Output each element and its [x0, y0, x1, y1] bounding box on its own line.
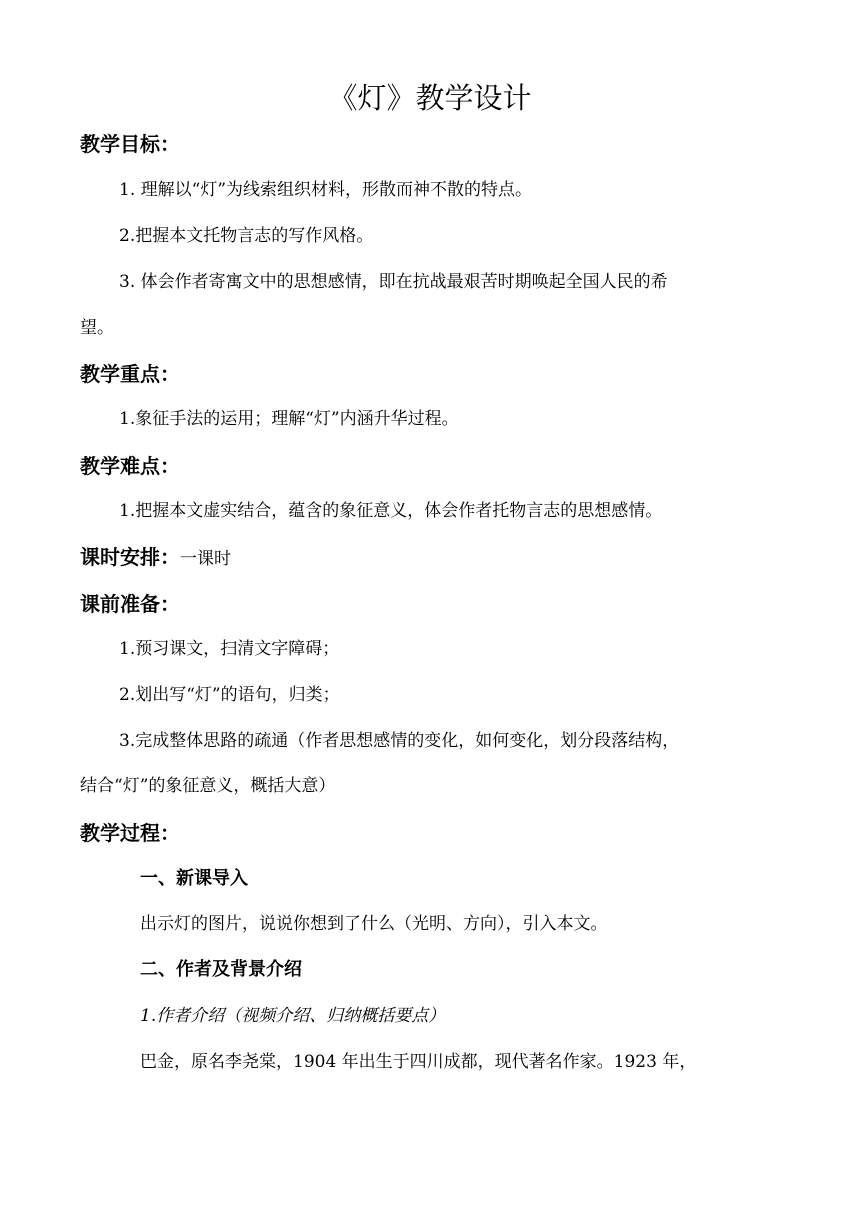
process-heading: 教学过程：	[80, 821, 180, 845]
section-2-title: 二、作者及背景介绍	[140, 959, 302, 980]
preparation-item-2: 2.划出写“灯”的语句，归类；	[119, 685, 340, 705]
section-2-text: 巴金，原名李尧棠，1904 年出生于四川成都，现代著名作家。1923 年，	[140, 1052, 697, 1072]
schedule-label: 课时安排：	[80, 545, 180, 569]
document-title: 《灯》教学设计	[328, 81, 532, 115]
key-point-item-1: 1.象征手法的运用；理解“灯”内涵升华过程。	[119, 409, 459, 429]
objective-item-1: 1. 理解以“灯”为线索组织材料，形散而神不散的特点。	[119, 180, 533, 200]
objective-item-3-line-2: 望。	[80, 318, 114, 338]
objective-item-2: 2.把握本文托物言志的写作风格。	[119, 226, 374, 246]
preparation-item-1: 1.预习课文，扫清文字障碍；	[119, 639, 340, 659]
objective-item-3-line-1: 3. 体会作者寄寓文中的思想感情，即在抗战最艰苦时期唤起全国人民的希	[119, 272, 668, 292]
section-1-text: 出示灯的图片，说说你想到了什么（光明、方向），引入本文。	[140, 914, 608, 934]
objectives-heading: 教学目标：	[80, 132, 180, 156]
schedule-heading	[80, 543, 231, 573]
section-1-title: 一、新课导入	[140, 868, 248, 889]
section-2-subheading: 1.作者介绍（视频介绍、归纳概括要点）	[140, 1006, 446, 1026]
preparation-item-3-line-2: 结合“灯”的象征意义，概括大意）	[80, 776, 336, 796]
preparation-heading: 课前准备：	[80, 592, 180, 616]
difficulties-heading: 教学难点：	[80, 454, 180, 478]
schedule-value: 一课时	[180, 549, 231, 569]
difficulty-item-1: 1.把握本文虚实结合，蕴含的象征意义，体会作者托物言志的思想感情。	[119, 501, 663, 521]
key-points-heading: 教学重点：	[80, 362, 180, 386]
preparation-item-3-line-1: 3.完成整体思路的疏通（作者思想感情的变化，如何变化，划分段落结构，	[119, 731, 680, 751]
